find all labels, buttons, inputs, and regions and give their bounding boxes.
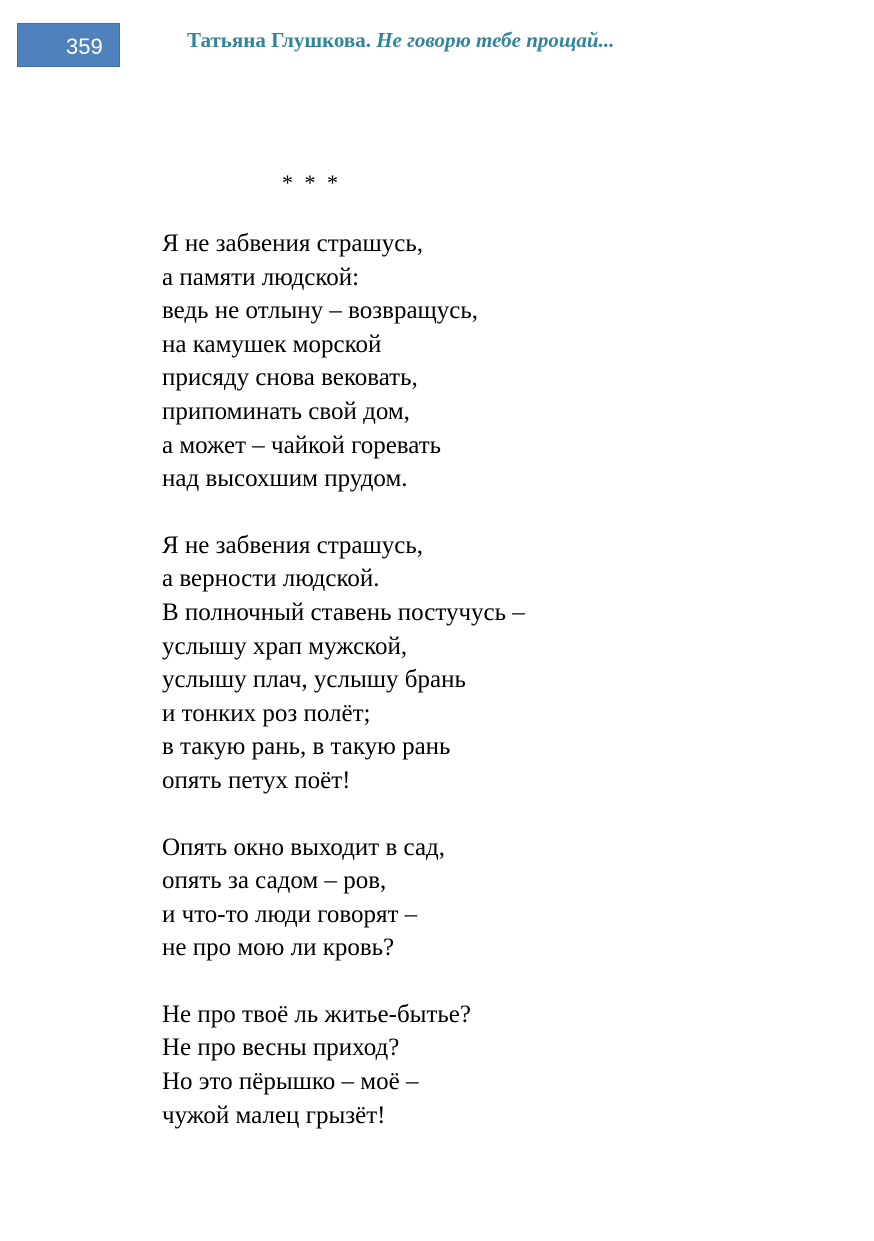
poem-line: припоминать свой дом, bbox=[162, 397, 410, 425]
poem-line: Я не забвения страшусь, bbox=[162, 230, 424, 257]
page-number-box bbox=[17, 23, 120, 67]
poem-line: услышу плач, услышу брань bbox=[162, 666, 466, 694]
poem-line: и что-то люди говорят – bbox=[162, 900, 418, 928]
stanza-2 bbox=[162, 529, 822, 798]
poem-line: услышу храп мужской, bbox=[162, 632, 408, 660]
poem-line: на камушек морской bbox=[162, 330, 382, 358]
stanza-1 bbox=[162, 227, 822, 496]
poem-line: а верности людской. bbox=[162, 565, 380, 593]
poem-line: В полночный ставень постучусь – bbox=[162, 598, 525, 626]
poem-line: а памяти людской: bbox=[162, 263, 360, 291]
poem-separator: * * * bbox=[282, 170, 341, 195]
poem-line: а может – чайкой горевать bbox=[162, 431, 442, 459]
poem-line: Не про весны приход? bbox=[162, 1034, 400, 1062]
header-title: Не говорю тебе прощай... bbox=[376, 28, 615, 52]
poem bbox=[162, 227, 822, 1165]
poem-line: опять петух поёт! bbox=[162, 766, 351, 794]
running-header bbox=[187, 27, 614, 53]
poem-line: не про мою ли кровь? bbox=[162, 934, 395, 962]
poem-line: Но это пёрышко – моё – bbox=[162, 1068, 419, 1096]
page-number: 359 bbox=[66, 34, 103, 59]
poem-line: в такую рань, в такую рань bbox=[162, 733, 451, 761]
poem-line: опять за садом – ров, bbox=[162, 867, 387, 895]
poem-line: ведь не отлыну – возвращусь, bbox=[162, 297, 479, 325]
poem-line: чужой малец грызёт! bbox=[162, 1101, 386, 1129]
poem-line: присяду снова вековать, bbox=[162, 364, 418, 392]
poem-line: и тонких роз полёт; bbox=[162, 699, 371, 727]
header-author: Татьяна Глушкова. bbox=[187, 28, 371, 52]
poem-line: Не про твоё ль житье-бытье? bbox=[162, 1000, 471, 1028]
poem-line: над высохшим прудом. bbox=[162, 465, 408, 493]
stanza-3 bbox=[162, 831, 822, 965]
poem-line: Опять окно выходит в сад, bbox=[162, 833, 446, 861]
poem-line: Я не забвения страшусь, bbox=[162, 531, 424, 559]
stanza-4 bbox=[162, 998, 822, 1132]
